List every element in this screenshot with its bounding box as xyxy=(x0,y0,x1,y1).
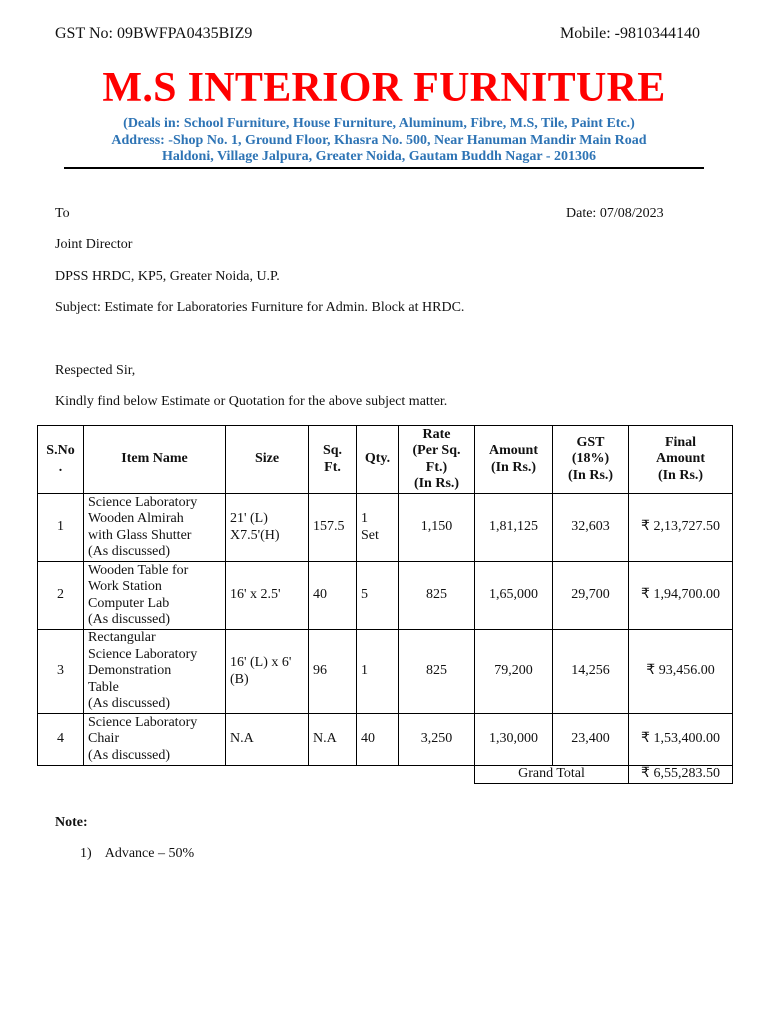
row-item-name: Science Laboratory Wooden Almirah with Glass Shutter (As discussed) xyxy=(84,494,226,562)
note-item-text: Advance – 50% xyxy=(104,846,195,861)
row-size: 16' (L) x 6' (B) xyxy=(226,630,309,714)
note-item-number: 1) xyxy=(80,846,92,861)
note-heading: Note: xyxy=(55,815,88,830)
row-item-name: Science Laboratory Chair (As discussed) xyxy=(84,714,226,766)
recipient-title: Joint Director xyxy=(55,237,133,252)
note-item xyxy=(80,846,194,862)
row-sqft: 96 xyxy=(309,630,357,714)
header-sqft: Sq. Ft. xyxy=(309,426,357,494)
grand-total-spacer xyxy=(38,766,475,784)
row-sqft: 40 xyxy=(309,562,357,630)
row-sqft: N.A xyxy=(309,714,357,766)
intro-line: Kindly find below Estimate or Quotation for the above subject matter. xyxy=(55,394,448,409)
row-size: N.A xyxy=(226,714,309,766)
address-line-1: Address: -Shop No. 1, Ground Floor, Khasra No. 500, Near Hanuman Mandir Main Road xyxy=(111,133,647,148)
mobile-number: Mobile: -9810344140 xyxy=(560,25,700,42)
row-amount: 1,65,000 xyxy=(475,562,553,630)
table-row xyxy=(38,562,733,630)
row-size: 21' (L) X7.5'(H) xyxy=(226,494,309,562)
subject-line: Subject: Estimate for Laboratories Furniture for Admin. Block at HRDC. xyxy=(55,300,465,315)
table-row xyxy=(38,630,733,714)
row-gst: 23,400 xyxy=(553,714,629,766)
to-label: To xyxy=(55,206,70,221)
letter-date: Date: 07/08/2023 xyxy=(566,206,664,221)
row-size: 16' x 2.5' xyxy=(226,562,309,630)
row-gst: 29,700 xyxy=(553,562,629,630)
row-item-name: Wooden Table for Work Station Computer Lab (As discussed) xyxy=(84,562,226,630)
row-gst: 14,256 xyxy=(553,630,629,714)
row-final-amount: ₹ 93,456.00 xyxy=(629,630,733,714)
header-item-name: Item Name xyxy=(84,426,226,494)
row-item-name: Rectangular Science Laboratory Demonstration Table (As discussed) xyxy=(84,630,226,714)
estimate-table xyxy=(37,425,733,784)
gst-number: GST No: 09BWFPA0435BIZ9 xyxy=(55,25,253,42)
row-final-amount: ₹ 2,13,727.50 xyxy=(629,494,733,562)
header-gst: GST (18%) (In Rs.) xyxy=(553,426,629,494)
row-sno: 1 xyxy=(38,494,84,562)
header-amount: Amount (In Rs.) xyxy=(475,426,553,494)
header-sno: S.No . xyxy=(38,426,84,494)
row-final-amount: ₹ 1,94,700.00 xyxy=(629,562,733,630)
grand-total-value: ₹ 6,55,283.50 xyxy=(629,766,733,784)
header-divider xyxy=(64,167,704,169)
header-final-amount: Final Amount (In Rs.) xyxy=(629,426,733,494)
grand-total-row xyxy=(38,766,733,784)
deals-in-line: (Deals in: School Furniture, House Furniture, Aluminum, Fibre, M.S, Tile, Paint Etc.) xyxy=(123,116,635,131)
row-gst: 32,603 xyxy=(553,494,629,562)
table-row xyxy=(38,714,733,766)
company-name: M.S INTERIOR FURNITURE xyxy=(102,65,666,111)
row-amount: 1,81,125 xyxy=(475,494,553,562)
row-sqft: 157.5 xyxy=(309,494,357,562)
row-qty: 5 xyxy=(357,562,399,630)
row-final-amount: ₹ 1,53,400.00 xyxy=(629,714,733,766)
row-amount: 79,200 xyxy=(475,630,553,714)
row-qty: 1 xyxy=(357,630,399,714)
grand-total-label: Grand Total xyxy=(475,766,629,784)
header-size: Size xyxy=(226,426,309,494)
header-rate: Rate (Per Sq. Ft.) (In Rs.) xyxy=(399,426,475,494)
row-sno: 3 xyxy=(38,630,84,714)
table-row xyxy=(38,494,733,562)
recipient-address: DPSS HRDC, KP5, Greater Noida, U.P. xyxy=(55,269,280,284)
address-line-2: Haldoni, Village Jalpura, Greater Noida, Gautam Buddh Nagar - 201306 xyxy=(161,149,597,164)
row-qty: 40 xyxy=(357,714,399,766)
header-qty: Qty. xyxy=(357,426,399,494)
row-sno: 2 xyxy=(38,562,84,630)
row-sno: 4 xyxy=(38,714,84,766)
row-rate: 825 xyxy=(399,630,475,714)
row-qty: 1 Set xyxy=(357,494,399,562)
row-amount: 1,30,000 xyxy=(475,714,553,766)
row-rate: 3,250 xyxy=(399,714,475,766)
table-header-row xyxy=(38,426,733,494)
salutation: Respected Sir, xyxy=(55,363,136,378)
row-rate: 825 xyxy=(399,562,475,630)
row-rate: 1,150 xyxy=(399,494,475,562)
